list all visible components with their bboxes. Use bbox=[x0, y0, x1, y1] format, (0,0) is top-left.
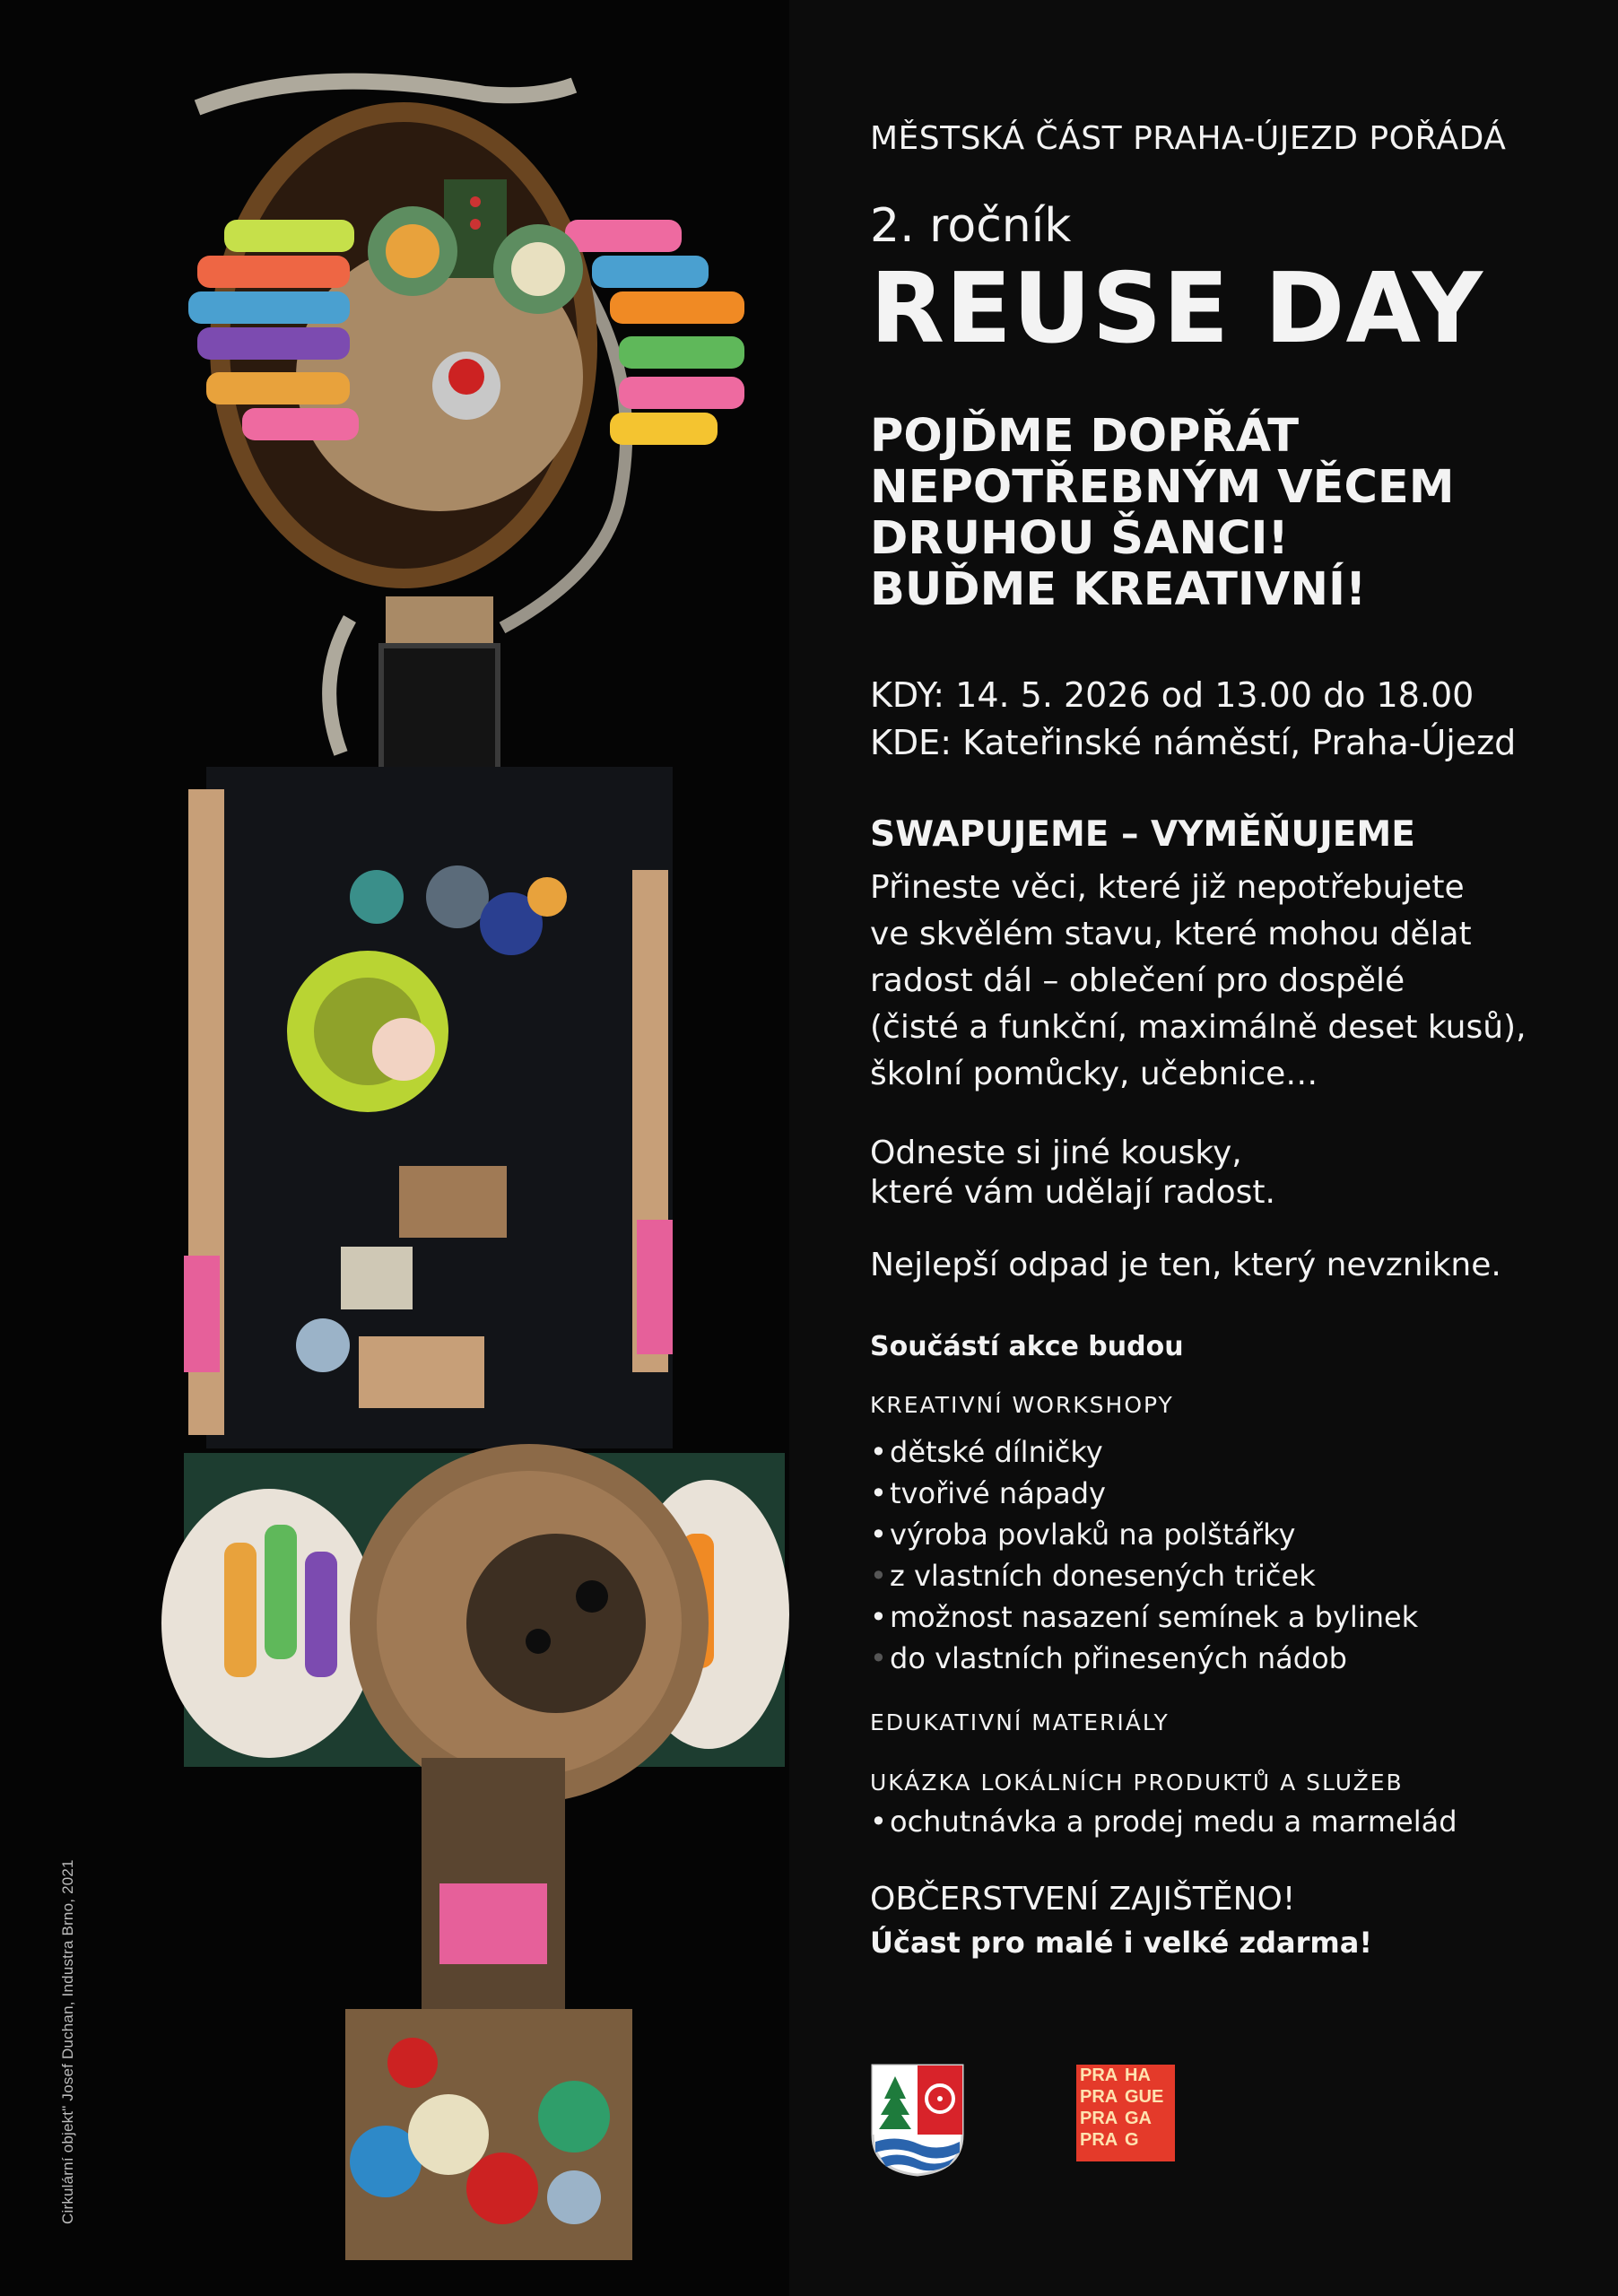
list-item: •výroba povlaků na polštářky bbox=[870, 1518, 1296, 1552]
products-heading: UKÁZKA LOKÁLNÍCH PRODUKTŮ A SLUŽEB bbox=[870, 1770, 1404, 1796]
logo-row: PRA HA bbox=[1080, 2066, 1151, 2085]
praha-ujezd-crest-logo bbox=[870, 2063, 965, 2178]
take-line: Odneste si jiné kousky, bbox=[870, 1135, 1242, 1171]
event-title: REUSE DAY bbox=[870, 253, 1483, 365]
edition-label: 2. ročník bbox=[870, 199, 1072, 253]
list-item: •do vlastních přinesených nádob bbox=[870, 1641, 1347, 1675]
event-location: KDE: Kateřinské náměstí, Praha-Újezd bbox=[870, 723, 1517, 762]
take-text bbox=[870, 1134, 1275, 1213]
swap-heading: SWAPUJEME – VYMĚŇUJEME bbox=[870, 814, 1415, 855]
workshops-list bbox=[870, 1431, 1418, 1679]
waste-quote: Nejlepší odpad je ten, který nevznikne. bbox=[870, 1247, 1501, 1283]
refreshment-note: OBČERSTVENÍ ZAJIŠTĚNO! bbox=[870, 1881, 1296, 1918]
slogan-line: NEPOTŘEBNÝM VĚCEM bbox=[870, 461, 1455, 514]
education-heading: EDUKATIVNÍ MATERIÁLY bbox=[870, 1709, 1170, 1735]
free-entry-note: Účast pro malé i velké zdarma! bbox=[870, 1926, 1372, 1960]
slogan-line: POJĎME DOPŘÁT bbox=[870, 410, 1300, 463]
slogan-line: BUĎME KREATIVNÍ! bbox=[870, 563, 1367, 616]
logo-row: PRA GUE bbox=[1080, 2087, 1164, 2107]
logo-row: PRA G bbox=[1080, 2130, 1139, 2150]
swap-line: školní pomůcky, učebnice… bbox=[870, 1056, 1318, 1092]
artwork-photo bbox=[0, 0, 789, 2296]
organizer-line: MĚSTSKÁ ČÁST PRAHA-ÚJEZD POŘÁDÁ bbox=[870, 120, 1507, 157]
swap-line: (čisté a funkční, maximálně deset kusů), bbox=[870, 1009, 1527, 1046]
list-item: •možnost nasazení semínek a bylinek bbox=[870, 1600, 1419, 1634]
photo-credit: Cirkulární objekt" Josef Duchan, Industra Brno, 2021 bbox=[59, 1859, 76, 2224]
slogan-line: DRUHOU ŠANCI! bbox=[870, 512, 1289, 565]
swap-text bbox=[870, 865, 1527, 1098]
artwork-illustration bbox=[0, 0, 789, 2296]
logo-row: PRA GA bbox=[1080, 2109, 1152, 2128]
list-item: •tvořivé nápady bbox=[870, 1476, 1106, 1510]
list-item: •ochutnávka a prodej medu a marmelád bbox=[870, 1805, 1457, 1839]
swap-line: ve skvělém stavu, které mohou dělat bbox=[870, 916, 1472, 952]
event-date: KDY: 14. 5. 2026 od 13.00 do 18.00 bbox=[870, 675, 1474, 715]
swap-line: Přineste věci, které již nepotřebujete bbox=[870, 869, 1465, 906]
list-item: •z vlastních donesených triček bbox=[870, 1559, 1316, 1593]
parts-heading: Součástí akce budou bbox=[870, 1331, 1184, 1362]
slogan bbox=[870, 411, 1454, 615]
products-list bbox=[870, 1801, 1457, 1842]
take-line: které vám udělají radost. bbox=[870, 1174, 1275, 1211]
list-item: •dětské dílničky bbox=[870, 1435, 1103, 1469]
workshops-heading: KREATIVNÍ WORKSHOPY bbox=[870, 1392, 1174, 1418]
praha-city-logo bbox=[1076, 2065, 1175, 2161]
swap-line: radost dál – oblečení pro dospělé bbox=[870, 962, 1405, 999]
